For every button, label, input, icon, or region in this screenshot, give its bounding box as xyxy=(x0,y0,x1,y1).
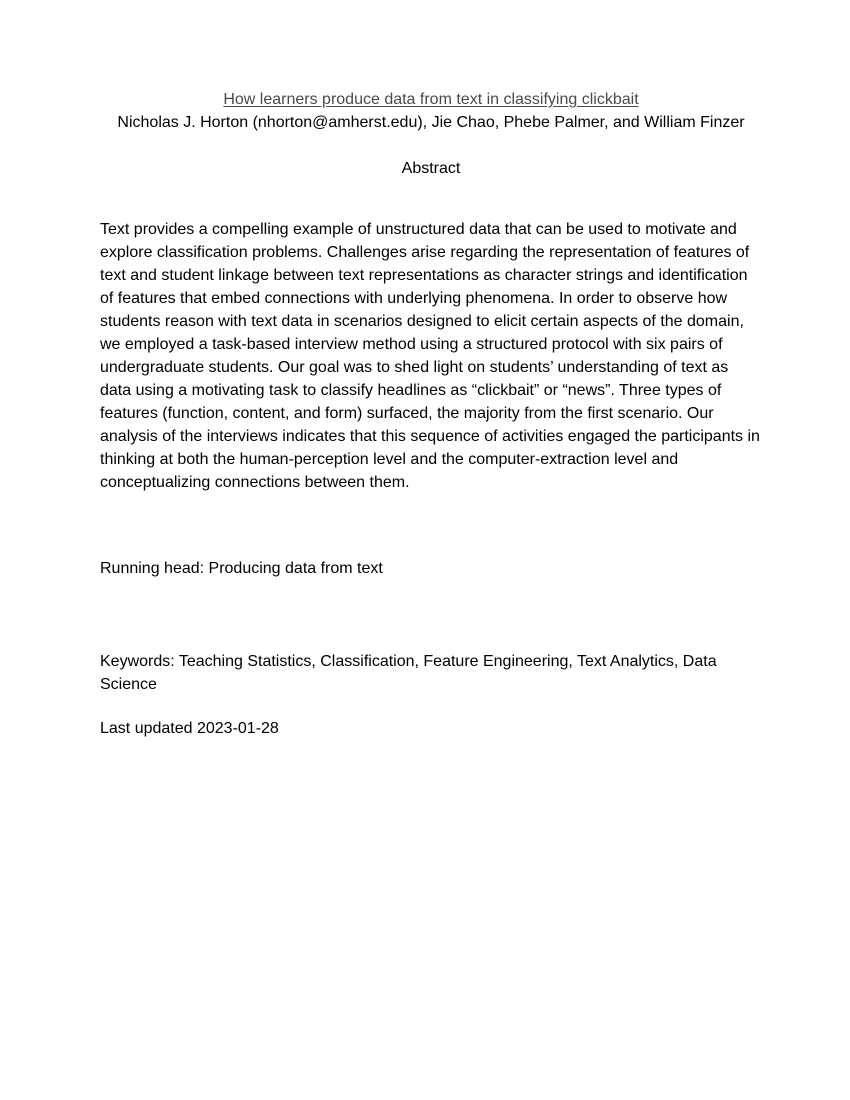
abstract-heading: Abstract xyxy=(401,160,461,177)
abstract-paragraph: Text provides a compelling example of unstructured data that can be used to motivate and explore classification problems. Challenges arise regarding the representation of features of text and student linkage between text representations as character strings and identification of features that embed connections with underlying phenomena. In order to observe how students reason with text data in scenarios designed to elicit certain aspects of the domain, we employed a task-based interview method using a structured protocol with six pairs of undergraduate students. Our goal was to shed light on students’ understanding of text as data using a motivating task to classify headlines as “clickbait” or “news”. Three types of features (function, content, and form) surfaced, the majority from the first scenario. Our analysis of the interviews indicates that this sequence of activities engaged the participants in thinking at both the human-perception level and the computer-extraction level and conceptualizing connections between them. xyxy=(100,221,760,491)
author-list: Nicholas J. Horton (nhorton@amherst.edu), Jie Chao, Phebe Palmer, and William Finzer xyxy=(117,114,745,131)
paper-title-link[interactable]: How learners produce data from text in classifying clickbait xyxy=(223,91,639,108)
running-head: Running head: Producing data from text xyxy=(100,560,383,577)
keywords: Keywords: Teaching Statistics, Classification, Feature Engineering, Text Analytics, Data Science xyxy=(100,653,717,693)
last-updated-date: Last updated 2023-01-28 xyxy=(100,720,279,737)
